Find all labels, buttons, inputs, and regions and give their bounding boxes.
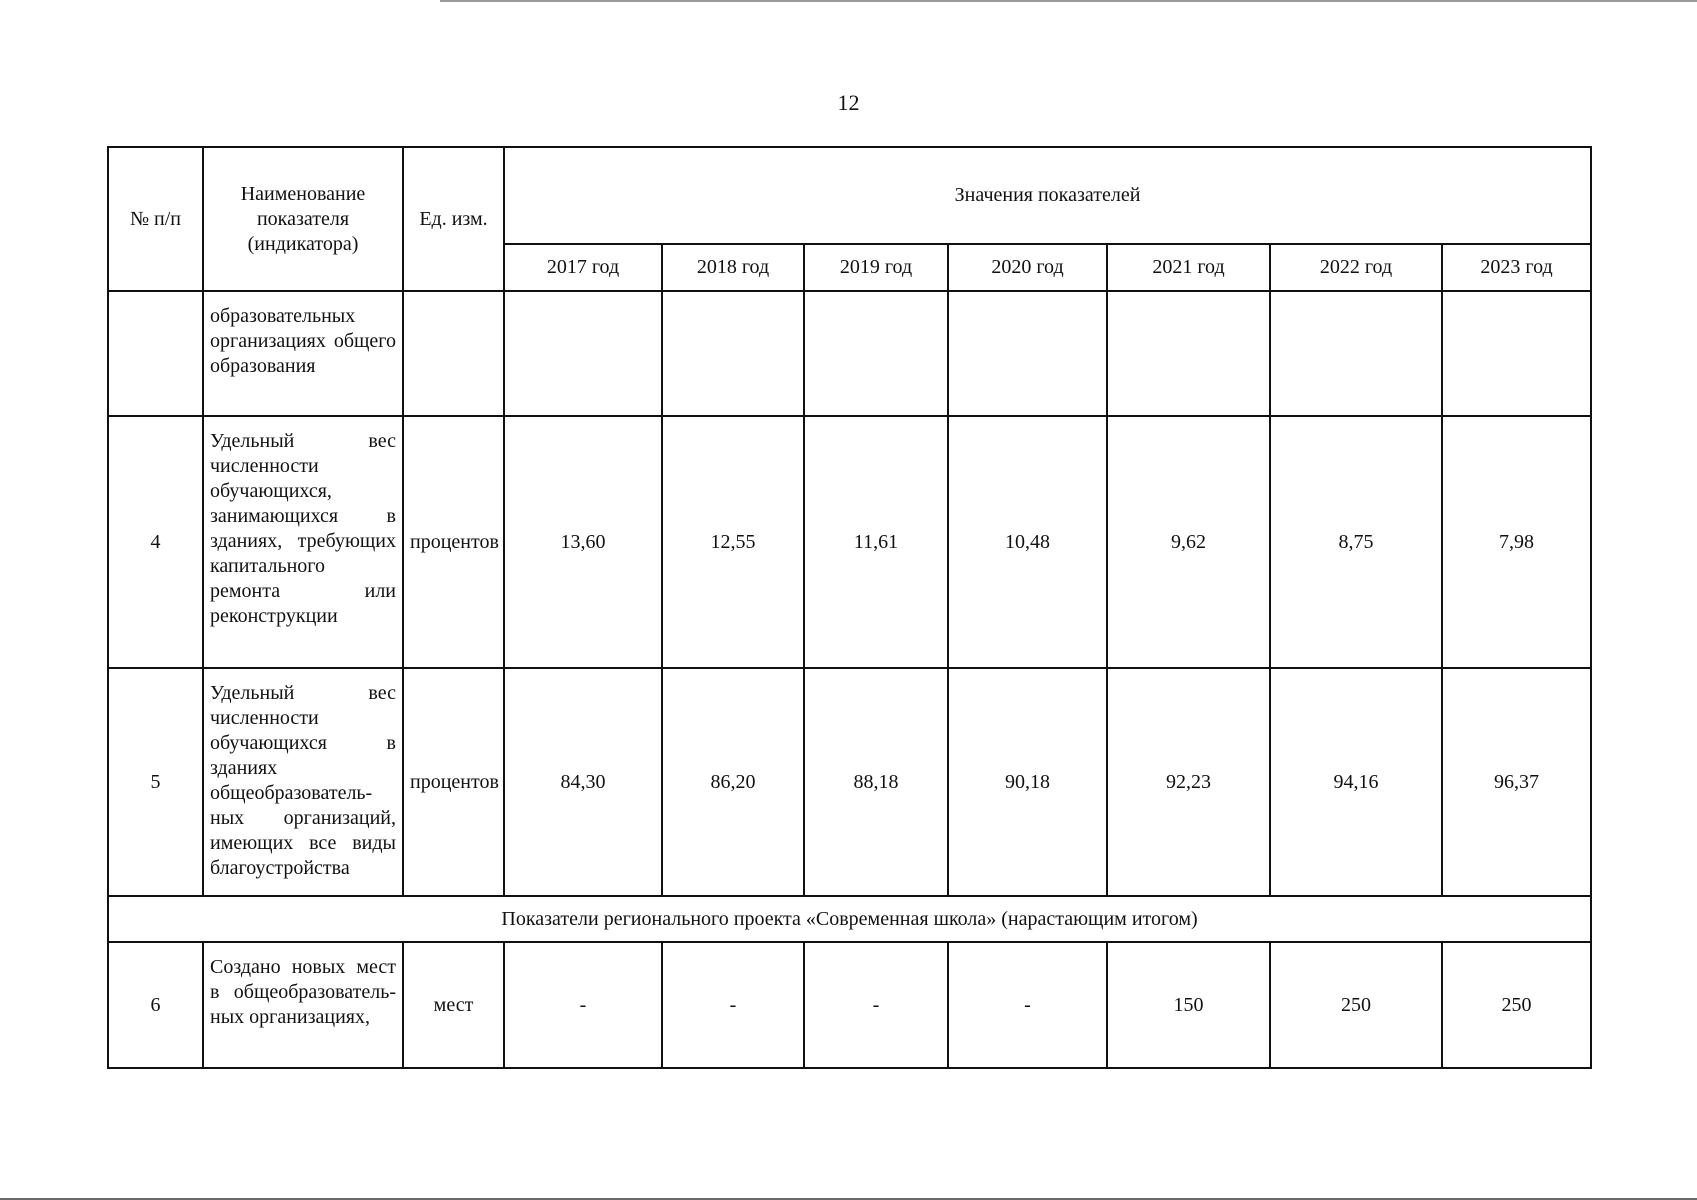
cell-value [1442, 291, 1591, 416]
cell-value [1107, 291, 1270, 416]
header-values-group: Значения показателей [504, 147, 1591, 244]
header-year: 2022 год [1270, 244, 1442, 291]
cell-value: 90,18 [948, 668, 1107, 896]
cell-value: 96,37 [1442, 668, 1591, 896]
cell-value: 11,61 [804, 416, 948, 668]
cell-name: Удельный вес численности обучающихся в зданиях общеобразователь-ных организаций, имеющих все виды благоустройства [203, 668, 403, 896]
header-num: № п/п [108, 147, 203, 291]
cell-value: 250 [1442, 942, 1591, 1068]
cell-num: 5 [108, 668, 203, 896]
cell-value: 150 [1107, 942, 1270, 1068]
cell-value [504, 291, 662, 416]
cell-value: - [948, 942, 1107, 1068]
cell-name: образовательных организациях общего образования [203, 291, 403, 416]
cell-value: 250 [1270, 942, 1442, 1068]
cell-value: - [804, 942, 948, 1068]
table-row-continuation [108, 291, 1591, 416]
cell-value: 9,62 [1107, 416, 1270, 668]
cell-num [108, 291, 203, 416]
cell-unit: процентов [403, 668, 504, 896]
header-year: 2021 год [1107, 244, 1270, 291]
cell-num: 6 [108, 942, 203, 1068]
cell-value [662, 291, 804, 416]
indicators-table [107, 146, 1592, 1069]
table-row [108, 668, 1591, 896]
cell-value: 92,23 [1107, 668, 1270, 896]
cell-value: 84,30 [504, 668, 662, 896]
header-year: 2018 год [662, 244, 804, 291]
cell-value: 10,48 [948, 416, 1107, 668]
cell-unit: мест [403, 942, 504, 1068]
cell-name: Удельный вес численности обучающихся, занимающихся в зданиях, требующих капитального ремонта или реконструкции [203, 416, 403, 668]
cell-value: 88,18 [804, 668, 948, 896]
header-unit: Ед. изм. [403, 147, 504, 291]
cell-unit: процентов [403, 416, 504, 668]
cell-value: - [504, 942, 662, 1068]
cell-value [1270, 291, 1442, 416]
cell-value: 7,98 [1442, 416, 1591, 668]
cell-value [948, 291, 1107, 416]
table-row [108, 416, 1591, 668]
table-row [108, 942, 1591, 1068]
cell-value: 8,75 [1270, 416, 1442, 668]
page-number: 12 [837, 90, 860, 115]
header-year: 2019 год [804, 244, 948, 291]
cell-value [804, 291, 948, 416]
header-year: 2023 год [1442, 244, 1591, 291]
header-year: 2020 год [948, 244, 1107, 291]
cell-value: 13,60 [504, 416, 662, 668]
cell-num: 4 [108, 416, 203, 668]
cell-value: 12,55 [662, 416, 804, 668]
cell-value: 94,16 [1270, 668, 1442, 896]
scan-top-edge [440, 0, 1697, 2]
header-year: 2017 год [504, 244, 662, 291]
header-name: Наименование показателя (индикатора) [203, 147, 403, 291]
section-header-row [108, 896, 1591, 942]
cell-name: Создано новых мест в общеобразователь-ных организациях, [203, 942, 403, 1068]
cell-value: 86,20 [662, 668, 804, 896]
cell-unit [403, 291, 504, 416]
cell-value: - [662, 942, 804, 1068]
section-title: Показатели регионального проекта «Современная школа» (нарастающим итогом) [108, 896, 1591, 942]
